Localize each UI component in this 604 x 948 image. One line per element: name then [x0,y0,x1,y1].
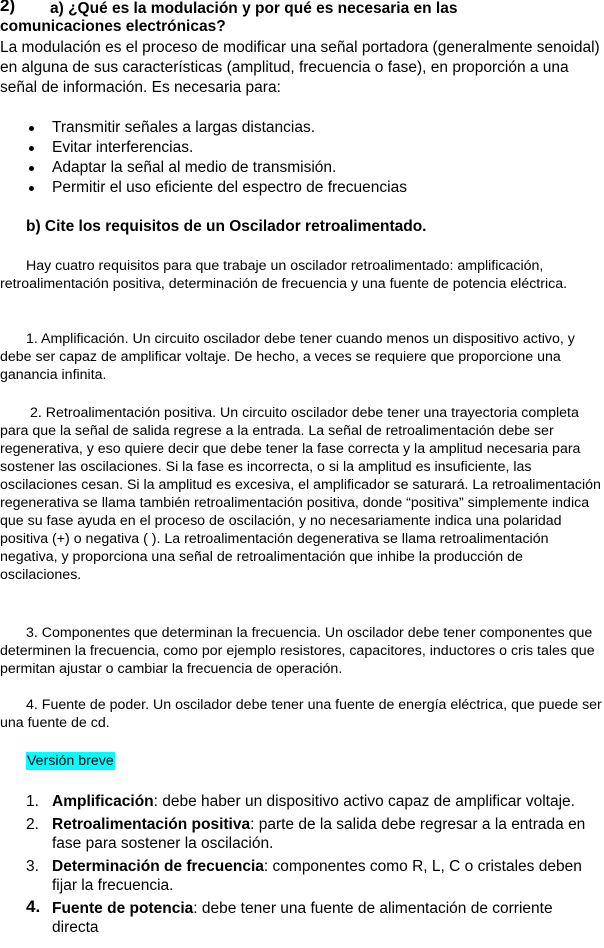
bullet-icon [29,146,34,151]
item-description: : debe tener una fuente de alimentación de corriente directa [52,900,553,936]
item-description: : componentes como R, L, C o cristales deben fijar la frecuencia. [52,858,582,894]
item-term: Determinación de frecuencia [52,858,264,875]
bullet-icon [29,186,34,191]
brief-version-label-row [0,752,602,770]
item-number: 1. [26,793,39,810]
requirement-power-source: 4. Fuente de poder. Un oscilador debe tener una fuente de energía eléctrica, que puede ser una fuente de cd. [0,697,602,731]
part-a-title-line1: a) ¿Qué es la modulación y por qué es necesaria en las [50,0,458,17]
question-number: 2) [0,0,16,15]
question-header [0,0,602,36]
bullet-icon [29,166,34,171]
requirement-positive-feedback: 2. Retroalimentación positiva. Un circuito oscilador debe tener una trayectoria completa para que la señal de salida regrese a la entrada. La señal de retroalimentación debe ser regenerativa, y eso quiere decir que debe tener la fase correcta y la amplitud necesaria para sostener las oscilaciones. Si la fase es incorrecta, o si la amplitud es insuficiente, las oscilaciones cesan. Si la amplitud es excesiva, el amplificador se saturará. La retroalimentación regenerativa se llama también retroalimentación positiva, donde “positiva” simplemente indica que su fase ayuda en el proceso de oscilación, y no necesariamente indica una polaridad positiva (+) o negativa ( ). La retroalimentación degenerativa se llama retroalimentación negativa, y proporciona una señal de retroalimentación que inhibe la producción de oscilaciones. [0,405,601,583]
brief-version-label: Versión breve [27,753,114,769]
brief-list [0,792,602,941]
item-number: 3. [26,858,39,875]
item-description: : debe haber un dispositivo activo capaz de amplificar voltaje. [153,793,575,810]
part-a-answer: La modulación es el proceso de modificar una señal portadora (generalmente senoidal) en alguna de sus características (amplitud, frecuencia o fase), en proporción a una señal de información. Es necesaria para: [0,39,600,96]
part-a-title-line2: comunicaciones electrónicas? [0,18,226,35]
requirement-amplification: 1. Amplificación. Un circuito oscilador debe tener cuando menos un dispositivo activo, y debe ser capaz de amplificar voltaje. De hecho, a veces se requiere que proporcione una ganancia infinita. [0,331,575,383]
list-item: Adaptar la señal al medio de transmisión. [0,158,602,178]
item-term: Amplificación [52,793,154,810]
list-item: Evitar interferencias. [0,138,602,158]
list-item: Transmitir señales a largas distancias. [0,118,602,138]
item-number: 2. [26,816,39,833]
item-term: Fuente de potencia [52,900,194,917]
reasons-list [0,118,602,198]
list-item [0,899,602,937]
list-item [0,792,602,811]
list-item: Permitir el uso eficiente del espectro de frecuencias [0,178,602,198]
item-number: 4. [26,897,41,916]
intro-paragraph: Hay cuatro requisitos para que trabaje un oscilador retroalimentado: amplificación, retroalimentación positiva, determinación de frecuencia y una fuente de potencia eléctrica. [0,258,568,292]
requirement-frequency: 3. Componentes que determinan la frecuencia. Un oscilador debe tener componentes que determinen la frecuencia, como por ejemplo resistores, capacitores, inductores o cris tales que permitan ajustar o cambiar la frecuencia de operación. [0,625,595,677]
list-item [0,857,602,895]
item-description: : parte de la salida debe regresar a la entrada en fase para sostener la oscilación. [52,816,586,852]
item-term: Retroalimentación positiva [52,816,251,833]
bullet-icon [29,126,34,131]
part-b-title: b) Cite los requisitos de un Oscilador retroalimentado. [26,218,427,235]
list-item [0,815,602,853]
